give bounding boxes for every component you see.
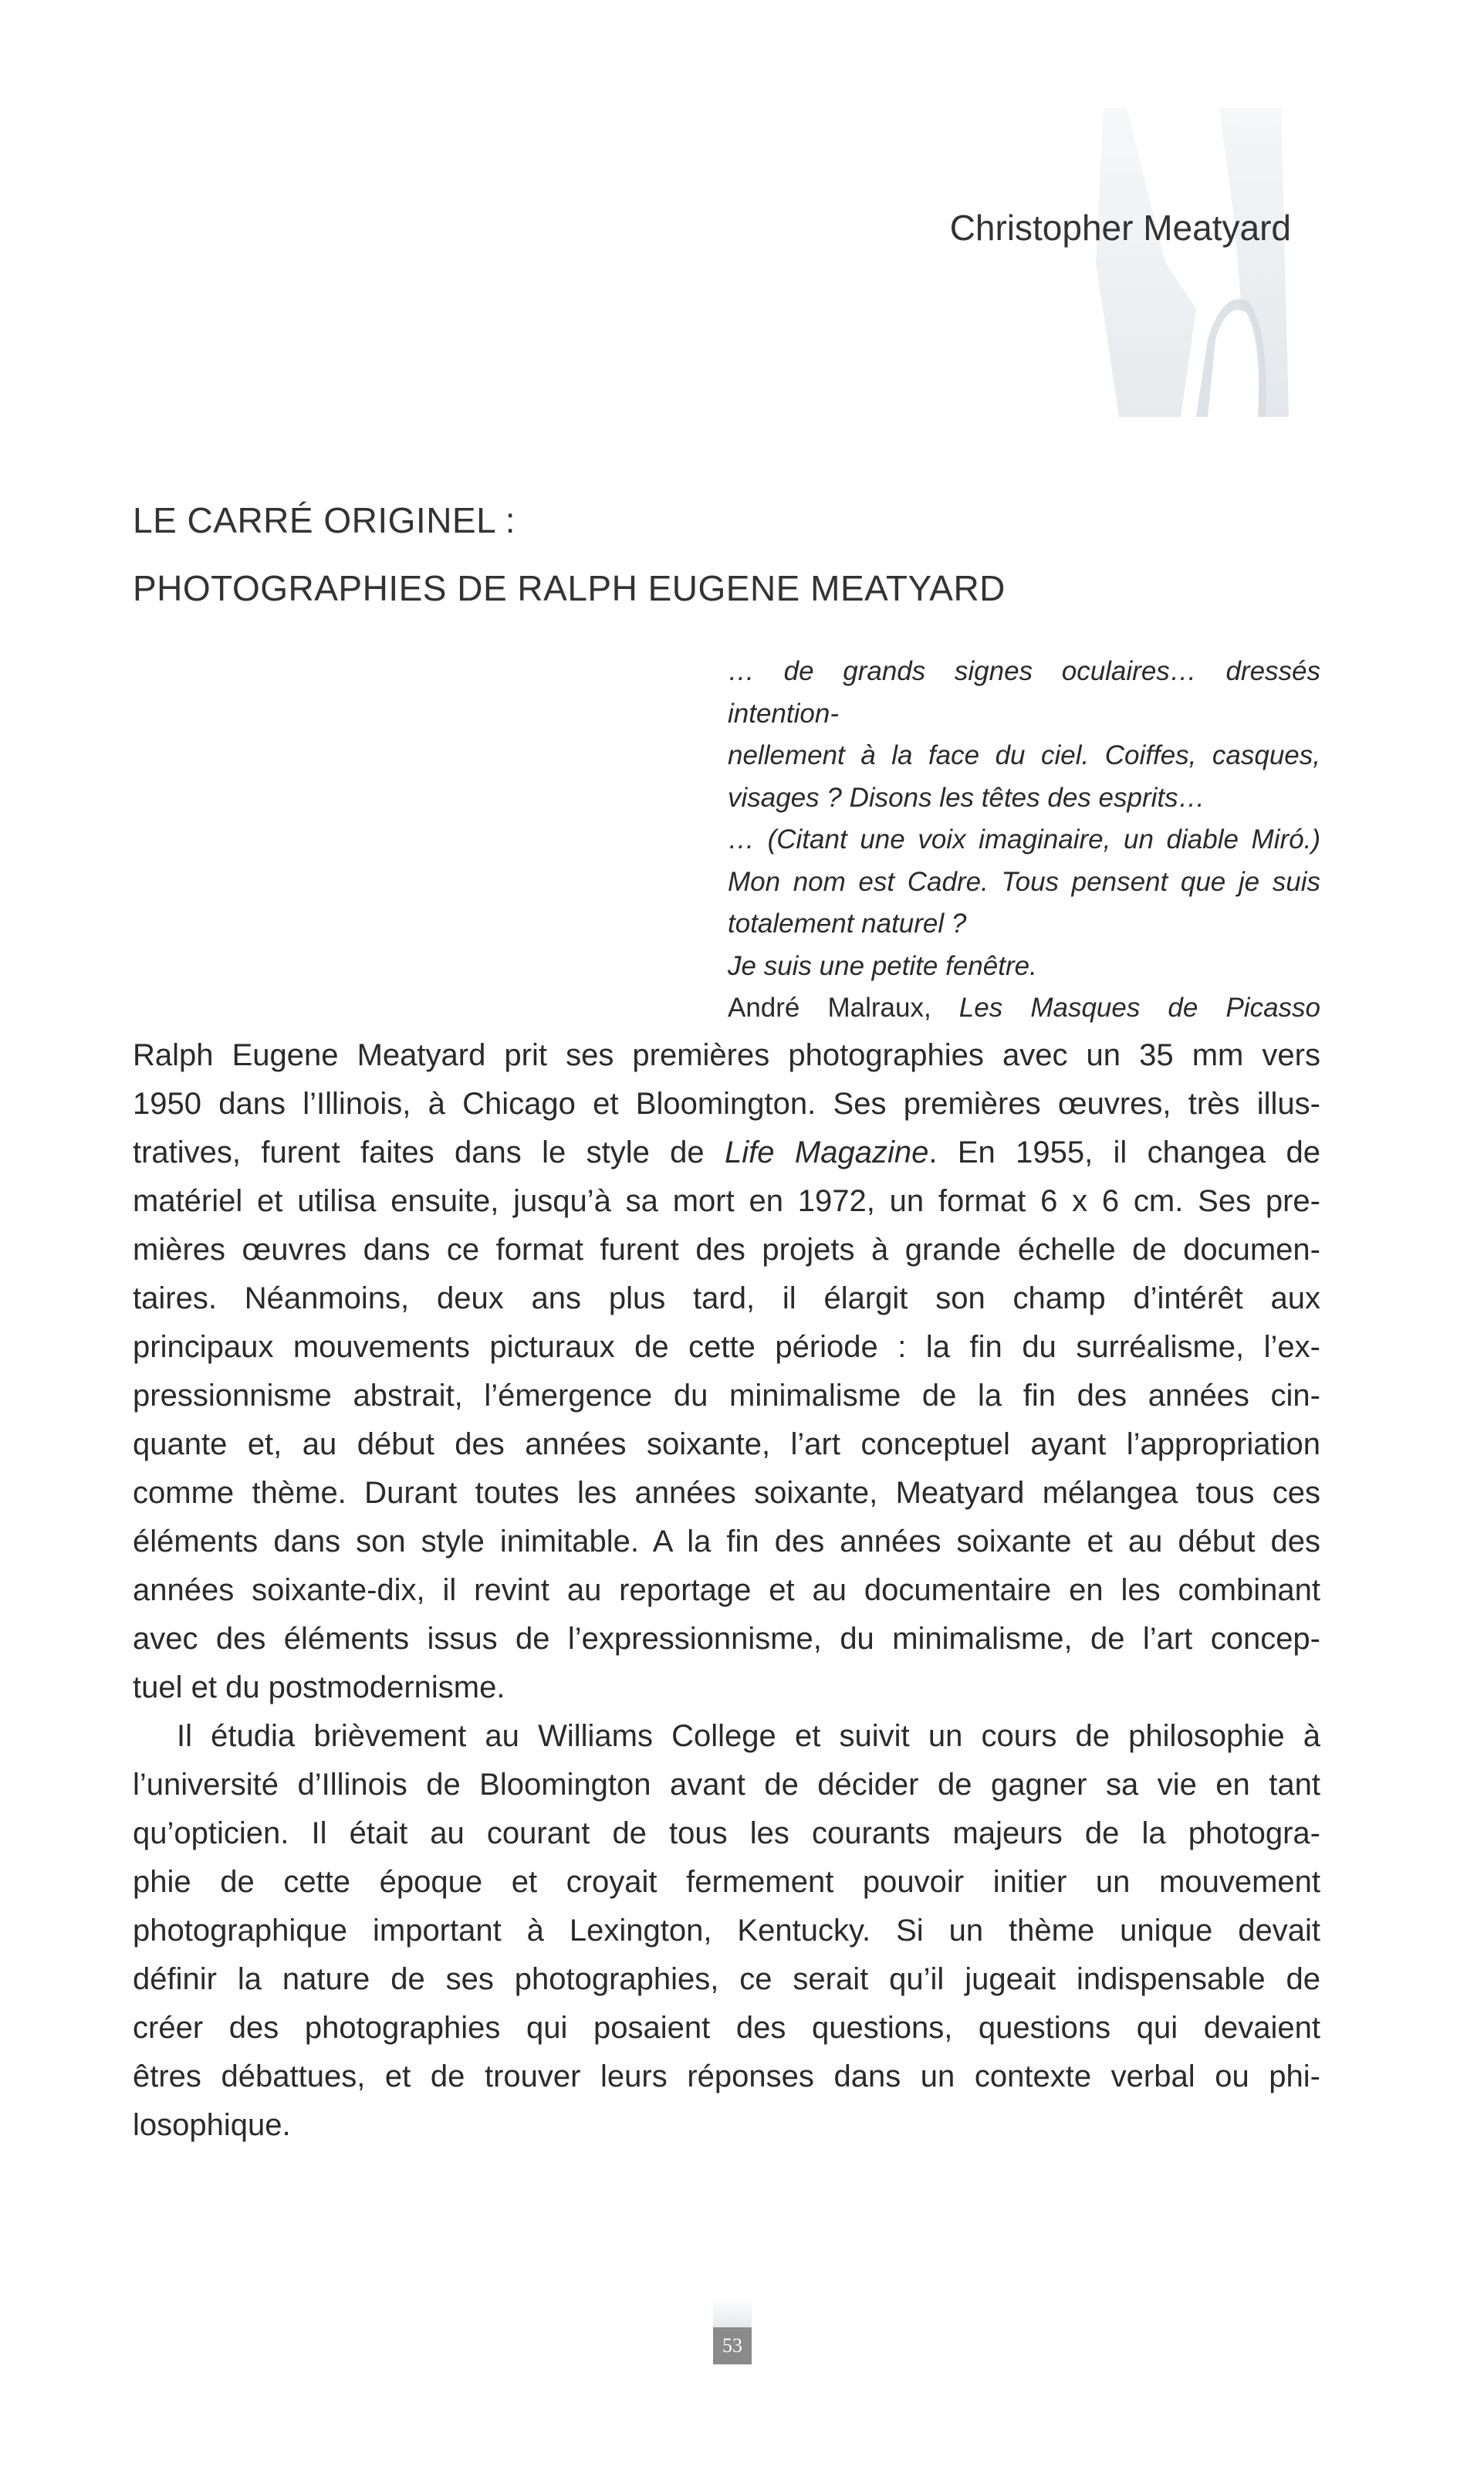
text: mières œuvres dans ce format furent des projets à grande échelle de documen- <box>133 1233 1320 1267</box>
title-line: LE CARRÉ ORIGINEL : <box>133 500 516 540</box>
decorative-photo-watermark <box>1080 108 1312 417</box>
text: … de grands signes oculaires… dressés intention- <box>728 656 1320 729</box>
epigraph-line <box>728 903 1320 946</box>
styled-text: André Malraux, <box>728 993 959 1023</box>
text: totalement naturel ? <box>728 909 967 939</box>
text: avec des éléments issus de l’expressionnisme, du minimalisme, de l’art concep- <box>133 1622 1320 1656</box>
title-line: PHOTOGRAPHIES DE RALPH EUGENE MEATYARD <box>133 568 1006 608</box>
epigraph-line <box>728 651 1320 735</box>
article-title <box>133 486 1006 622</box>
text: nellement à la face du ciel. Coiffes, casques, <box>728 740 1320 770</box>
text: taires. Néanmoins, deux ans plus tard, il élargit son champ d’intérêt aux <box>133 1281 1320 1315</box>
body-line <box>133 1129 1320 1177</box>
body-line <box>133 1809 1320 1858</box>
epigraph-line <box>728 735 1320 777</box>
body-line <box>133 1907 1320 1955</box>
body-line <box>133 1274 1320 1323</box>
text: qu’opticien. Il était au courant de tous les courants majeurs de la photogra- <box>133 1816 1320 1850</box>
body-line <box>133 1372 1320 1420</box>
body-line <box>133 1761 1320 1809</box>
body-line <box>133 1858 1320 1907</box>
body-line <box>133 1518 1320 1566</box>
text: Il étudia brièvement au Williams College et suivit un cours de philosophie à <box>177 1719 1320 1753</box>
body-line <box>133 1712 1320 1761</box>
body-line <box>133 1323 1320 1372</box>
page-number-shade <box>713 2296 752 2327</box>
styled-text: Life Magazine <box>725 1135 929 1169</box>
text: Mon nom est Cadre. Tous pensent que je suis <box>728 866 1320 897</box>
text: tuel et du postmodernisme. <box>133 1670 505 1704</box>
text: photographique important à Lexington, Kentucky. Si un thème unique devait <box>133 1914 1320 1948</box>
text: visages ? Disons les têtes des esprits… <box>728 782 1205 813</box>
epigraph-line <box>728 987 1320 1030</box>
text: pressionnisme abstrait, l’émergence du minimalisme de la fin des années cin- <box>133 1379 1320 1413</box>
body-line <box>133 1031 1320 1080</box>
body-line <box>133 1615 1320 1663</box>
text: quante et, au début des années soixante, l’art conceptuel ayant l’appropriation <box>133 1427 1320 1461</box>
text: phie de cette époque et croyait fermement pouvoir initier un mouvement <box>133 1865 1320 1899</box>
text: Les Masques de Picasso <box>958 993 1320 1023</box>
body-line <box>133 2101 1320 2150</box>
body-line <box>133 1080 1320 1129</box>
body-line <box>133 1226 1320 1274</box>
body-line <box>133 1177 1320 1226</box>
epigraph-line <box>728 819 1320 861</box>
text: années soixante-dix, il revint au reportage et au documentaire en les combinant <box>133 1573 1320 1607</box>
body-line <box>133 1469 1320 1518</box>
epigraph-line <box>728 777 1320 820</box>
epigraph <box>728 651 1320 1030</box>
text: Ralph Eugene Meatyard prit ses premières photographies avec un 35 mm vers <box>133 1038 1320 1072</box>
text: éléments dans son style inimitable. A la fin des années soixante et au début des <box>133 1525 1320 1559</box>
text: 1950 dans l’Illinois, à Chicago et Bloomington. Ses premières œuvres, très illus- <box>133 1087 1320 1121</box>
text: matériel et utilisa ensuite, jusqu’à sa mort en 1972, un format 6 x 6 cm. Ses pre- <box>133 1184 1320 1218</box>
body-line <box>133 2004 1320 2053</box>
body-line <box>133 1566 1320 1615</box>
text: créer des photographies qui posaient des questions, questions qui devaient <box>133 2011 1320 2045</box>
author-name: Christopher Meatyard <box>949 208 1291 248</box>
page-number: 53 <box>713 2327 752 2364</box>
text: comme thème. Durant toutes les années soixante, Meatyard mélangea tous ces <box>133 1476 1320 1510</box>
text: losophique. <box>133 2108 291 2142</box>
text: tratives, furent faites dans le style de <box>133 1135 725 1169</box>
text: l’université d’Illinois de Bloomington avant de décider de gagner sa vie en tant <box>133 1768 1320 1802</box>
text: . En 1955, il changea de <box>928 1135 1321 1169</box>
text: principaux mouvements picturaux de cette période : la fin du surréalisme, l’ex- <box>133 1330 1320 1364</box>
text: êtres débattues, et de trouver leurs réponses dans un contexte verbal ou phi- <box>133 2059 1320 2093</box>
body-line <box>133 1663 1320 1712</box>
body-text <box>133 1031 1320 2150</box>
text: … (Citant une voix imaginaire, un diable Miró.) <box>728 824 1320 855</box>
text: Je suis une petite fenêtre. <box>728 950 1037 981</box>
body-line <box>133 2053 1320 2101</box>
text: définir la nature de ses photographies, ce serait qu’il jugeait indispensable de <box>133 1962 1320 1996</box>
epigraph-line <box>728 861 1320 904</box>
epigraph-line <box>728 946 1320 988</box>
body-line <box>133 1420 1320 1469</box>
body-line <box>133 1955 1320 2004</box>
